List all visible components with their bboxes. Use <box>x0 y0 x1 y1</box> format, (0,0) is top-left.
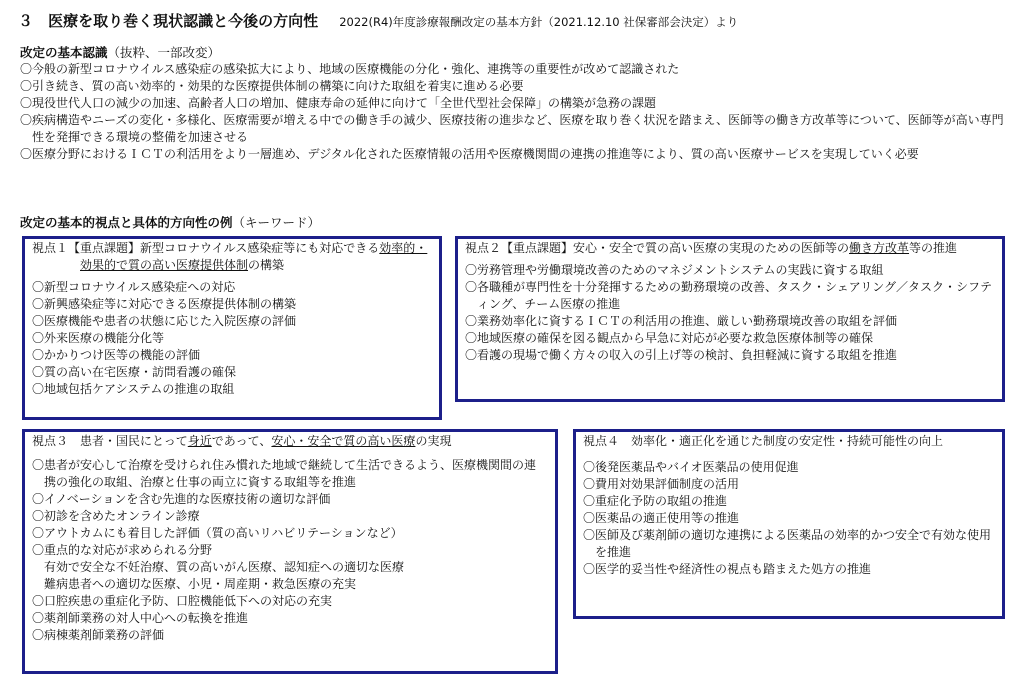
section-title: 医療を取り巻く現状認識と今後の方向性 <box>48 12 319 30</box>
list-item: 〇イノベーションを含む先進的な医療技術の適切な評価 <box>32 492 331 506</box>
list-item: 〇今般の新型コロナウイルス感染症の感染拡大により、地域の医療機能の分化・強化、連携等の重要性が改めて認識された <box>20 62 680 76</box>
viewpoint-3-heading-end: の実現 <box>415 434 452 448</box>
page-title <box>18 10 738 31</box>
list-item: 〇薬剤師業務の対人中心への転換を推進 <box>32 611 249 625</box>
viewpoint-3-heading-text: 視点３ 患者・国民にとって <box>32 434 188 448</box>
viewpoints-heading <box>20 213 320 231</box>
viewpoint-1-heading <box>32 240 431 274</box>
viewpoint-1-heading-emphasis: 効率的・効果的で質の高い医療提供体制 <box>80 241 428 272</box>
list-item: 〇初診を含めたオンライン診療 <box>32 509 200 523</box>
list-item: 〇外来医療の機能分化等 <box>32 331 165 345</box>
viewpoint-2-heading-text: 視点２【重点課題】安心・安全で質の高い医療の実現のための医師等の <box>465 241 850 255</box>
viewpoint-2-heading-emphasis: 働き方改革 <box>849 241 910 255</box>
viewpoint-1-heading-text: 視点１【重点課題】新型コロナウイルス感染症等にも対応できる <box>32 241 380 255</box>
list-item: 〇地域医療の確保を図る観点から早急に対応が必要な救急医療体制等の確保 <box>465 331 874 345</box>
list-item: 〇労務管理や労働環境改善のためのマネジメントシステムの実践に資する取組 <box>465 263 884 277</box>
list-item: 〇看護の現場で働く方々の収入の引上げ等の検討、負担軽減に資する取組を推進 <box>465 348 898 362</box>
list-item: 〇重症化予防の取組の推進 <box>583 494 728 508</box>
list-item: 〇業務効率化に資するＩＣＴの利活用の推進、厳しい勤務環境改善の取組を評価 <box>465 314 898 328</box>
list-item: 〇現役世代人口の減少の加速、高齢者人口の増加、健康寿命の延伸に向けて「全世代型社会保障」の構築が急務の課題 <box>20 96 657 110</box>
viewpoints-heading-note: （キーワード） <box>232 215 321 230</box>
viewpoint-2-heading-end: 等の推進 <box>909 241 958 255</box>
list-item: 〇各職種が専門性を十分発揮するための勤務環境の改善、タスク・シェアリング／タスク・シフティング、チーム医療の推進 <box>465 280 993 311</box>
list-subitem: 有効で安全な不妊治療、質の高いがん医療、認知症への適切な医療 <box>44 560 405 574</box>
viewpoint-2-heading <box>465 240 994 257</box>
basic-recognition-heading <box>20 43 220 61</box>
list-item: 〇口腔疾患の重症化予防、口腔機能低下への対応の充実 <box>32 594 333 608</box>
viewpoint-3-box <box>22 429 558 674</box>
list-item: 〇新型コロナウイルス感染症への対応 <box>32 280 236 294</box>
list-item: 〇新興感染症等に対応できる医療提供体制の構築 <box>32 297 297 311</box>
list-item: 〇医療分野におけるＩＣＴの利活用をより一層進め、デジタル化された医療情報の活用や医療機関間の連携の推進等により、質の高い医療サービスを実現していく必要 <box>20 147 919 161</box>
basic-recognition-heading-text: 改定の基本認識 <box>20 45 108 60</box>
basic-recognition-list <box>20 61 1010 163</box>
basic-recognition-heading-note: （抜粋、一部改変） <box>107 45 221 60</box>
viewpoint-2-box <box>455 236 1005 402</box>
list-item: 〇かかりつけ医等の機能の評価 <box>32 348 201 362</box>
list-item: 〇費用対効果評価制度の活用 <box>583 477 740 491</box>
list-item: 〇患者が安心して治療を受けられ住み慣れた地域で継続して生活できるよう、医療機関間の連携の強化の取組、治療と仕事の両立に資する取組等を推進 <box>32 458 537 489</box>
list-item: 〇質の高い在宅医療・訪問看護の確保 <box>32 365 237 379</box>
list-item: 〇医学的妥当性や経済性の視点も踏まえた処方の推進 <box>583 562 872 576</box>
list-item: 〇後発医薬品やバイオ医薬品の使用促進 <box>583 460 799 474</box>
viewpoint-4-heading: 視点４ 効率化・適正化を通じた制度の安定性・持続可能性の向上 <box>583 434 944 448</box>
list-item: 〇アウトカムにも着目した評価（質の高いリハビリテーションなど） <box>32 526 403 540</box>
list-item: 〇病棟薬剤師業務の評価 <box>32 628 165 642</box>
section-number: ３ <box>18 12 34 30</box>
list-item: 〇地域包括ケアシステムの推進の取組 <box>32 382 235 396</box>
list-item: 〇医薬品の適正使用等の推進 <box>583 511 740 525</box>
viewpoint-3-heading-emphasis-1: 身近 <box>187 434 212 448</box>
viewpoint-3-heading-emphasis-2: 安心・安全で質の高い医療 <box>271 434 416 448</box>
list-item: 〇医師及び薬剤師の適切な連携による医薬品の効率的かつ安全で有効な使用を推進 <box>583 528 992 559</box>
list-item: 〇医療機能や患者の状態に応じた入院医療の評価 <box>32 314 297 328</box>
viewpoint-3-heading <box>32 433 547 450</box>
list-subitem: 難病患者への適切な医療、小児・周産期・救急医療の充実 <box>44 577 357 591</box>
viewpoint-4-box <box>573 429 1005 619</box>
viewpoint-1-box <box>22 236 442 420</box>
list-item: 〇重点的な対応が求められる分野 <box>32 543 213 557</box>
viewpoint-3-heading-middle: であって、 <box>211 434 272 448</box>
viewpoints-heading-text: 改定の基本的視点と具体的方向性の例 <box>20 215 233 230</box>
viewpoint-1-heading-end: の構築 <box>248 258 285 272</box>
section-source: 2022(R4)年度診療報酬改定の基本方針（2021.12.10 社保審部会決定）より <box>339 15 739 29</box>
list-item: 〇疾病構造やニーズの変化・多様化、医療需要が増える中での働き手の減少、医療技術の進歩など、医療を取り巻く状況を踏まえ、医師等の働き方改革等について、医師等が高い専門性を発揮できる環境の整備を加速させる <box>20 113 1004 144</box>
list-item: 〇引き続き、質の高い効率的・効果的な医療提供体制の構築に向けた取組を着実に進める必要 <box>20 79 524 93</box>
